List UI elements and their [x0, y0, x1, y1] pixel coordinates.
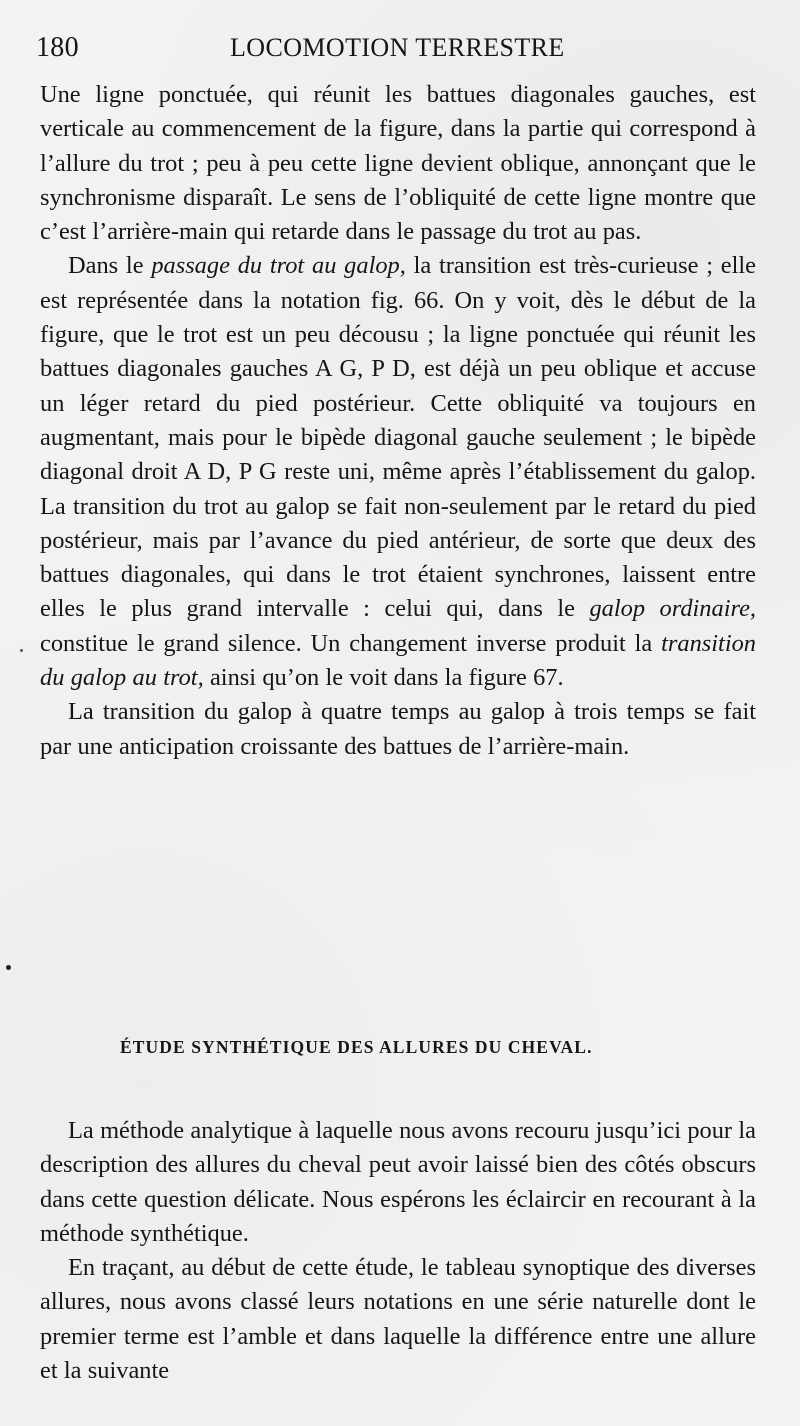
page-number: 180	[36, 32, 79, 63]
paragraph-3: La transition du galop à quatre temps au galop à trois temps se fait par une anticipation croissante des battues de l’arrière-main.	[40, 698, 756, 760]
paragraph-2-continuation: constitue le grand silence. Un changement inverse produit la	[40, 629, 662, 657]
page-header	[36, 28, 570, 68]
paragraph-2	[40, 249, 756, 695]
paragraph-4: La méthode analytique à laquelle nous avons recouru jusqu’ici pour la description des allures du cheval peut avoir laissé bien des côtés obscurs dans cette question délicate. Nous espérons les éclaircir en recourant à la méthode synthétique.	[40, 1117, 756, 1247]
paragraph-2-ending: ainsi qu’on le voit dans la figure 67.	[203, 664, 564, 692]
paragraph-2-intro: Dans le	[68, 252, 152, 280]
ink-speck-mark	[6, 965, 11, 970]
section-heading: ÉTUDE SYNTHÉTIQUE DES ALLURES DU CHEVAL.	[120, 1037, 593, 1057]
paragraph-1: Une ligne ponctuée, qui réunit les battues diagonales gauches, est verticale au commencement de la figure, dans la partie qui correspond à l’allure du trot ; peu à peu cette ligne devient oblique, annonçant que le synchronisme disparaît. Le sens de l’obliquité de cette ligne montre que c’est l’arrière-main qui retarde dans le passage du trot au pas.	[40, 81, 756, 246]
paragraph-5: En traçant, au début de cette étude, le tableau synoptique des diverses allures, nous avons classé leurs notations en une série naturelle dont le premier terme est l’amble et dans laquelle la différence entre une allure et la suivante	[40, 1254, 756, 1385]
lower-text-block	[40, 1114, 756, 1388]
paragraph-2-italic-phrase: passage du trot au galop,	[151, 252, 406, 280]
paragraph-2-italic-galop-ordinaire: galop ordinaire,	[589, 595, 756, 623]
upper-text-block	[40, 78, 756, 764]
paragraph-2-body: la transition est très-curieuse ; elle est représentée dans la notation fig. 66. On y voit, dès le début de la figure, que le trot est un peu décousu ; la ligne ponctuée qui réunit les battues diagonales gauches A G, P D, est déjà un peu oblique et accuse un léger retard du pied postérieur. Cette obliquité va toujours en augmentant, mais pour le bipède diagonal gauche seulement ; le bipède diagonal droit A D, P G reste uni, même après l’établissement du galop. La transition du trot au galop se fait non-seulement par le retard du pied postérieur, mais par l’avance du pied antérieur, de sorte que deux des battues diagonales, qui dans le trot étaient synchrones, laissent entre elles le plus grand intervalle : celui qui, dans le	[40, 252, 756, 623]
ink-speck-mark	[20, 649, 23, 652]
running-title: LOCOMOTION TERRESTRE	[230, 33, 565, 62]
paragraph-2-italic-transition: transition du galop au trot,	[40, 629, 756, 692]
